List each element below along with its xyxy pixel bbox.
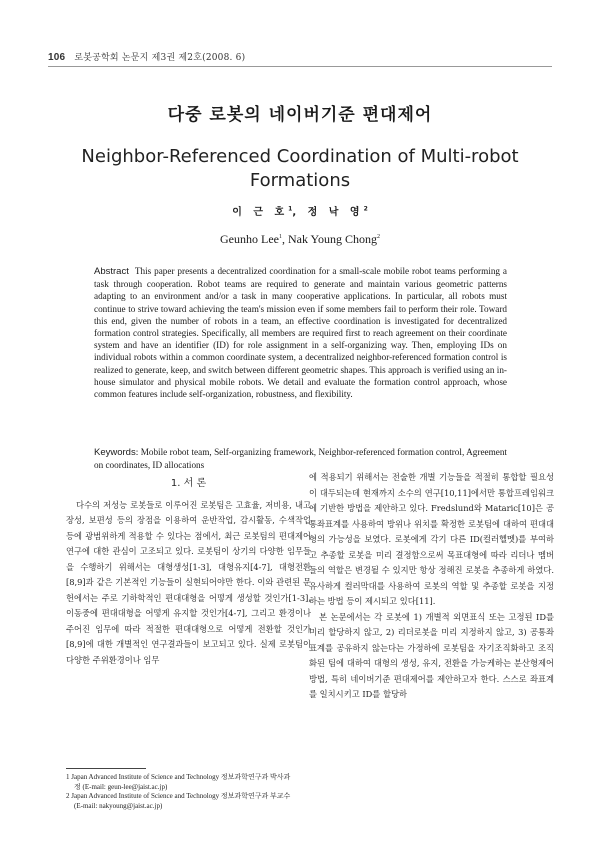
author-sep-en: , bbox=[281, 232, 288, 246]
page-number: 106 bbox=[48, 52, 66, 63]
intro-paragraph-2: 본 논문에서는 각 로봇에 1) 개별적 외면표식 또는 고정된 ID를 미리 할당하지 않고, 2) 리더로봇을 미리 지정하지 않고, 3) 공통좌표계를 공유하지 않는다는 가정하에 로봇팀을 자기조직화하고 조직화된 팀에 대하여 대형의 생성, 유지, 전환을 가능케하는 분산형제어방법, 특히 네이버기준 편대제어를 제안하고자 한다. 스스로 좌표계를 일치시키고 ID를 할당하 bbox=[309, 611, 554, 699]
author-2-en: Nak Young Chong bbox=[287, 232, 377, 246]
author-sep-ko: , bbox=[292, 207, 308, 218]
footnote-rule bbox=[66, 768, 146, 769]
journal-name: 로봇공학회 논문지 제3권 제2호(2008. 6) bbox=[74, 53, 246, 63]
intro-paragraph-1: 다수의 저성능 로봇들로 이루어진 로봇팀은 고효율, 저비용, 내고장성, 보편성 등의 장점을 이용하여 운반작업, 감시활동, 수색작업 등에 광범위하게 적용할 수 있다는 점에서, 최근 로봇팀의 편대제어연구에 대한 관심이 고조되고 있다. 로봇팀이 상기의 다양한 임무들을 수행하기 위해서는 대형생성[1-3], 대형유지[4-7], 대형전환[8,9]과 같은 기본적인 기능들이 실현되어야만 한다. 이와 관련된 문헌에서는 주로 기하학적인 편대대형을 어떻게 생성할 것인가[1-3], 이동중에 편대대형을 어떻게 유지할 것인가[4-7], 그리고 환경이나 주어진 임무에 따라 적절한 편대대형으로 어떻게 전환할 것인가[8,9]에 대한 개별적인 연구결과들이 보고되고 있다. 실제 로봇팀이 다양한 주위환경이나 임무 bbox=[66, 499, 311, 665]
footnotes bbox=[66, 773, 296, 811]
footnote-1: 1 Japan Advanced Institute of Science and Technology 정보과학연구과 박사과정 (E-mail: geun-lee@jaist.ac.jp) bbox=[66, 773, 291, 791]
author-2-en-affil: 2 bbox=[377, 234, 380, 240]
author-2-ko: 정 낙 영 bbox=[307, 207, 364, 218]
author-2-ko-affil: 2 bbox=[363, 205, 368, 213]
author-1-ko-affil: 1 bbox=[288, 205, 293, 213]
authors-english bbox=[0, 232, 600, 247]
keywords-label: Keywords bbox=[94, 447, 136, 458]
left-column bbox=[66, 470, 311, 668]
abstract-text: This paper presents a decentralized coordination for a small-scale mobile robot teams performing a task through cooperation. Robot teams are required to generate and maintain various geometric patterns adapting to an environment and/or a task in many cooperative applications. In particular, all robots must continue to strive toward achieving the team's mission even if some members fail to perform their role. Toward this end, given the number of robots in a team, an effective coordination is investigated for decentralized formation control strategies. Specifically, all members are required first to reach agreement on their coordinate system and have an identifier (ID) for role assignment in a self-organizing way. Then, employing IDs on individual robots within a common coordinate system, a decentralized neighbor-referenced formation control is realized to generate, keep, and switch between different geometric shapes. This approach is verified using an in-house simulator and physical mobile robots. We detail and evaluate the formation control approach, whose common features include self-organization, robustness, and flexibility. bbox=[94, 266, 507, 400]
author-1-en: Geunho Lee bbox=[220, 232, 279, 246]
header-rule bbox=[48, 66, 552, 67]
footnote-2: 2 Japan Advanced Institute of Science and Technology 정보과학연구과 부교수 (E-mail: nakyoung@jaist.ac.jp) bbox=[66, 792, 291, 810]
section-title-introduction: 1. 서 론 bbox=[170, 478, 207, 489]
author-1-en-affil: 1 bbox=[278, 234, 282, 240]
keywords-text: : Mobile robot team, Self-organizing framework, Neighbor-referenced formation control, Agreement on coordinates, ID allocations bbox=[94, 447, 507, 471]
author-1-ko: 이 근 호 bbox=[232, 207, 289, 218]
intro-paragraph-continued: 에 적용되기 위해서는 전술한 개별 기능들을 적절히 통합할 필요성이 대두되는데 현재까지 소수의 연구[10,11]에서만 통합프레임워크에 기반한 방법을 제안하고 있다. Fredslund와 Mataric[10]은 공통좌표계를 사용하여 방위나 위치를 확정한 로봇팀에 대하여 편대대형의 가능성을 보였다. 로봇에게 각기 다른 ID(컬러헬멧)를 부여하고 추종할 로봇을 미리 결정함으로써 목표대형에 따라 리더나 멤버들의 역할은 변경될 수 있지만 항상 정해진 로봇을 추종하게 하였다. 유사하게 컬러막대를 사용하여 로봇의 역할 및 추종할 로봇을 지정하는 방법 등이 제시되고 있다[11]. bbox=[309, 472, 554, 606]
title-korean: 다중 로봇의 네이버기준 편대제어 bbox=[167, 105, 433, 125]
right-column bbox=[309, 470, 554, 703]
keywords bbox=[94, 446, 507, 471]
running-header bbox=[48, 50, 245, 63]
abstract bbox=[94, 265, 507, 400]
abstract-label: Abstract bbox=[94, 266, 129, 277]
title-english: Neighbor-Referenced Coordination of Multi-robot Formations bbox=[81, 146, 519, 191]
authors-korean bbox=[0, 203, 600, 218]
